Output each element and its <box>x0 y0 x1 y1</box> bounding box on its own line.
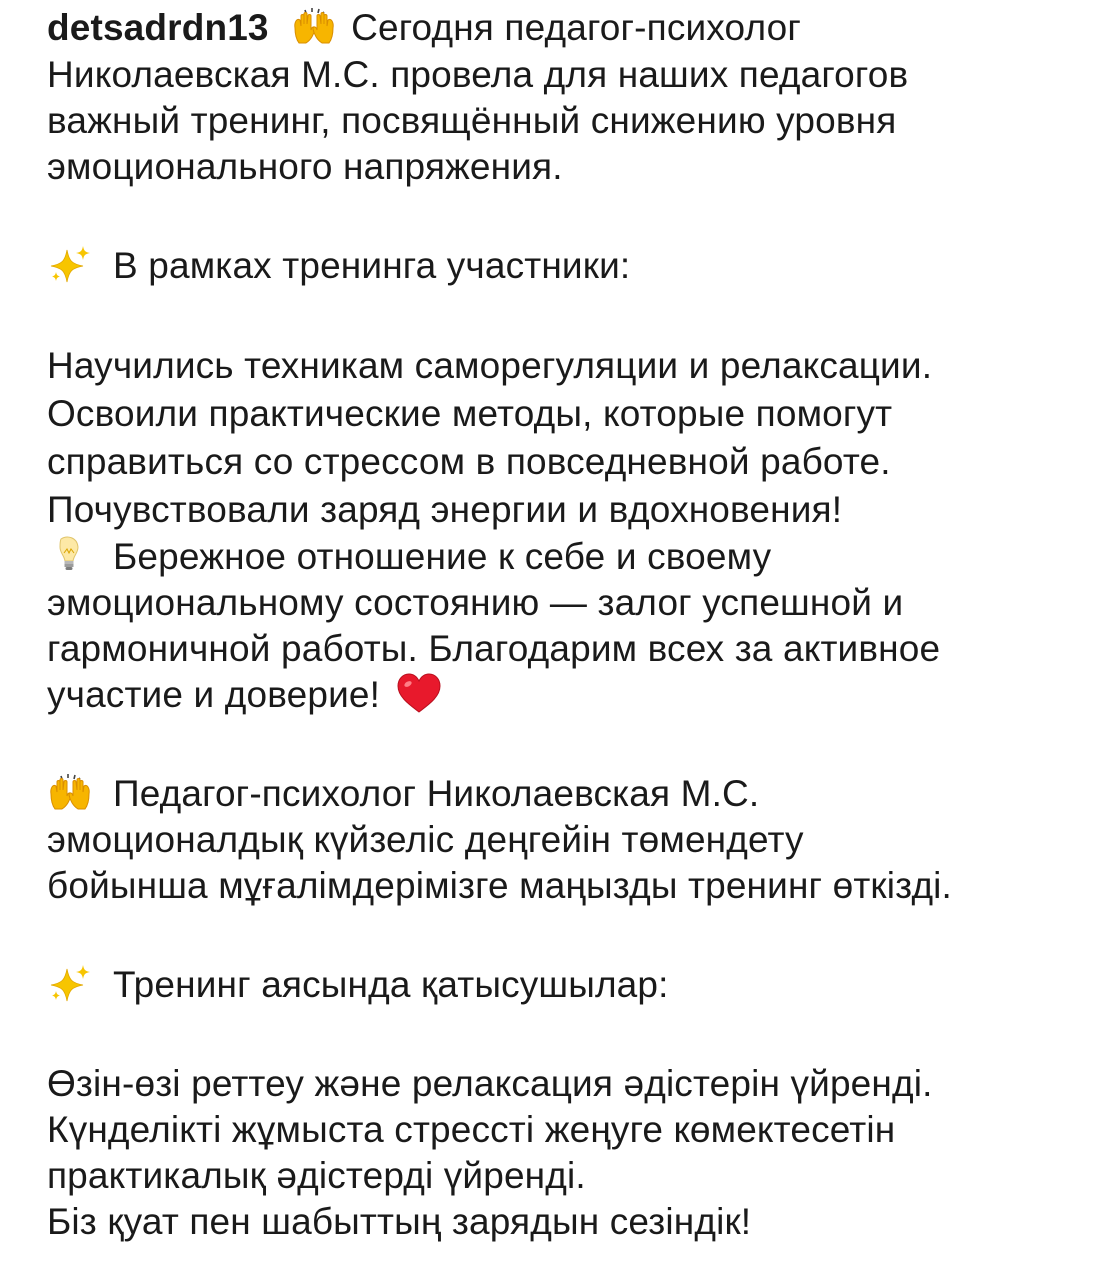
raising-hands-icon <box>291 6 337 46</box>
username-link[interactable]: detsadrdn13 <box>47 7 269 48</box>
ru-care-first: Бережное отношение к себе и своему <box>113 536 772 577</box>
ru-care-line: эмоциональному состоянию — залог успешной и <box>47 582 904 623</box>
ru-intro-line: Николаевская М.С. провела для наших педагогов <box>47 54 909 95</box>
spacer <box>47 909 1097 962</box>
kz-result-line: Біз қуат пен шабыттың зарядын сезіндік! <box>47 1201 752 1242</box>
kz-result-line: Өзін-өзі реттеу және релаксация әдістерін үйренді. <box>47 1063 933 1104</box>
ru-care-last: участие и доверие! <box>47 674 381 715</box>
kz-intro-line: эмоционалдық күйзеліс деңгейін төмендету <box>47 819 804 860</box>
kz-participants-heading-line <box>47 962 1097 1008</box>
ru-care-line: гармоничной работы. Благодарим всех за активное <box>47 628 941 669</box>
red-heart-icon <box>396 673 442 713</box>
raising-hands-icon <box>47 772 93 812</box>
ru-intro-line: эмоционального напряжения. <box>47 146 563 187</box>
ru-result-line: Почувствовали заряд энергии и вдохновения! <box>47 489 843 530</box>
spacer <box>47 190 1097 243</box>
spacer <box>47 1008 1097 1061</box>
kz-intro-first: Педагог-психолог Николаевская М.С. <box>113 773 760 814</box>
ru-intro-line: важный тренинг, посвящённый снижению уровня <box>47 100 897 141</box>
ru-intro-first: Сегодня педагог-психолог <box>351 7 801 48</box>
ru-care-last-line <box>47 672 1097 718</box>
post-caption <box>47 4 1097 1245</box>
ru-result-line: справиться со стрессом в повседневной работе. <box>47 441 891 482</box>
ru-result-line: Научились техникам саморегуляции и релаксации. <box>47 345 933 386</box>
kz-result-line: Күнделікті жұмыста стрессті жеңуге көмектесетін <box>47 1109 896 1150</box>
ru-participants-heading: В рамках тренинга участники: <box>113 245 631 286</box>
kz-result-line: практикалық әдістерді үйренді. <box>47 1155 586 1196</box>
ru-result-line: Освоили практические методы, которые помогут <box>47 393 893 434</box>
ru-participants-heading-line <box>47 243 1097 289</box>
ru-care-first-line <box>47 534 1097 580</box>
caption-line-1 <box>47 4 1097 52</box>
kz-intro-line: бойынша мұғалімдерімізге маңызды тренинг өткізді. <box>47 865 952 906</box>
kz-intro-first-line <box>47 771 1097 817</box>
light-bulb-icon <box>47 535 93 575</box>
spacer <box>47 718 1097 771</box>
sparkles-icon <box>47 244 93 284</box>
spacer <box>47 289 1097 342</box>
kz-participants-heading: Тренинг аясында қатысушылар: <box>113 964 669 1005</box>
sparkles-icon <box>47 963 93 1003</box>
